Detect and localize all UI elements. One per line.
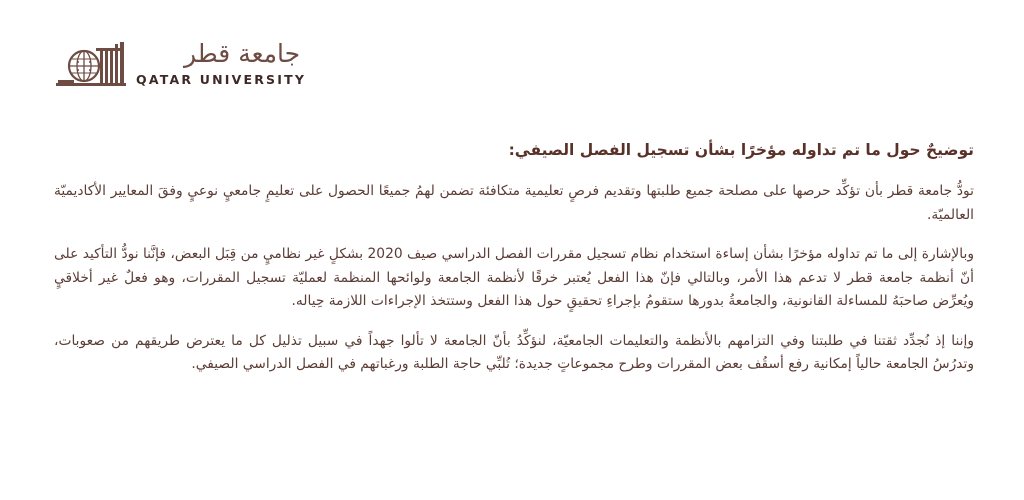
statement-title: توضيحٌ حول ما تم تداوله مؤخرًا بشأن تسجيل الفصل الصيفي: — [508, 141, 974, 159]
university-logo — [56, 39, 307, 95]
logo-english-name: QATAR UNIVERSITY — [136, 72, 307, 87]
statement-body — [54, 138, 974, 393]
statement-paragraph-2: وبالإشارة إلى ما تم تداوله مؤخرًا بشأن إساءة استخدام نظام تسجيل مقررات الفصل الدراسي صيف 2020 بشكلٍ غير نظاميٍ من قِبَل البعض، فإنَّنا نودُّ التأكيد على أنّ أنظمة جامعة قطر لا تدعم هذا الأمر، وبالتالي فإنّ هذا الفعل يُعتبر خرقًا لأنظمة الجامعة ولوائحها المنظمة لعمليّة تسجيل المقررات، وهو فعلٌ غير أخلاقيٍ ويُعرِّض صاحبَهُ للمساءلة القانونية، والجامعةُ بدورها ستقومُ بإجراءِ تحقيقٍ حول هذا الفعل وستتخذ الإجراءات اللازمة حِياله. — [54, 246, 974, 309]
logo-arabic-name: جامعة قطر — [184, 39, 301, 68]
statement-paragraph-1: تودُّ جامعة قطر بأن تؤكِّد حرصها على مصلحة جميع طلبتها وتقديم فرصٍ تعليمية متكافئة تضمن لهمُ جميعًا الحصول على تعليمٍ جامعيٍ نوعيٍ وفقَ المعايير الأكاديميّة العالميّة. — [54, 183, 974, 223]
qatar-university-building-globe-icon — [56, 40, 126, 90]
statement-paragraph-3: وإننا إذ نُجدِّد ثقتنا في طلبتنا وفي التزامهم بالأنظمة والتعليمات الجامعيّة، لنؤكِّدُ بأنّ الجامعة لا تألوا جهداً في سبيل تذليل كل ما يعترض طريقهم من صعوبات، وتدرُسُ الجامعة حالياً إمكانية رفع أسقُف بعض المقررات وطرح مجموعاتٍ جديدة؛ تُلبِّي حاجة الطلبة ورغباتهم في الفصل الدراسي الصيفي. — [54, 332, 974, 372]
